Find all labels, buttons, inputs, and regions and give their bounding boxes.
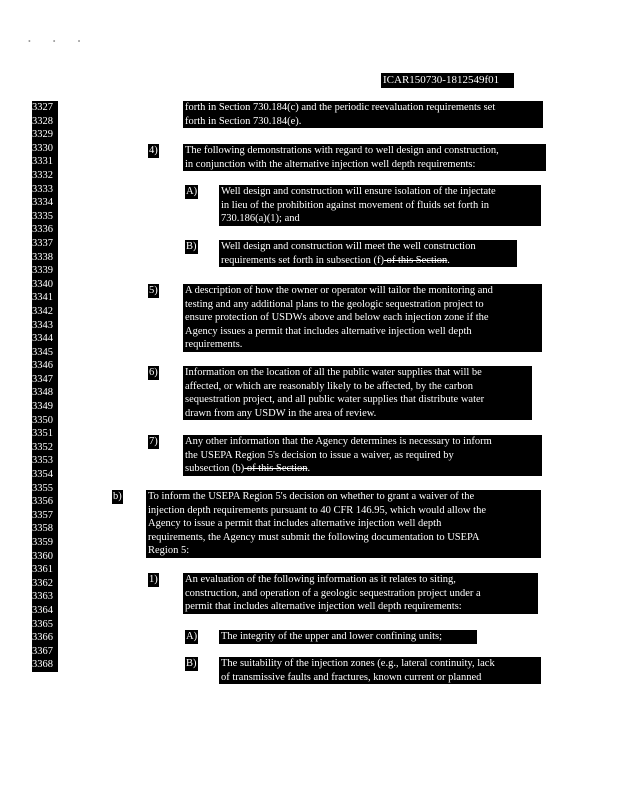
line-number: 3366 (32, 632, 53, 644)
deleted-text: of this Section (384, 254, 448, 266)
item-label-1: 1) (149, 574, 158, 585)
line-number: 3330 (32, 142, 53, 154)
item-label-6: 6) (149, 367, 158, 378)
line-number: 3368 (32, 659, 53, 671)
line-number: 3343 (32, 319, 53, 331)
line-number: 3358 (32, 523, 53, 535)
paragraph-item-A-second: The integrity of the upper and lower confining units; (219, 630, 477, 644)
paragraph-item-7: Any other information that the Agency determines is necessary to inform the USEPA Region 5's decision to issue a waiver, as required by subsection (b) of this Section. (183, 435, 542, 476)
line-number: 3359 (32, 537, 53, 548)
line-number: 3349 (32, 401, 53, 413)
line-number: 3339 (32, 265, 53, 277)
paragraph-item-B-second: The suitability of the injection zones (e.g., lateral continuity, lack of transmissive faults and fractures, known current or planned (219, 657, 541, 684)
paragraph-continuation-top: forth in Section 730.184(c) and the periodic reevaluation requirements set forth in Section 730.184(e). (183, 101, 543, 128)
paragraph-item-4: The following demonstrations with regard to well design and construction, in conjunction with the alternative injection well depth requirements: (183, 144, 546, 171)
item-label-5: 5) (149, 285, 158, 296)
line-number: 3360 (32, 550, 53, 562)
line-number: 3361 (32, 564, 53, 576)
item-label-B-second: B) (186, 658, 197, 669)
item-label-4: 4) (149, 145, 158, 156)
line-number: 3362 (32, 577, 53, 589)
line-number: 3347 (32, 373, 53, 385)
line-number: 3365 (32, 618, 53, 630)
line-number: 3337 (32, 237, 53, 249)
paragraph-item-6: Information on the location of all the public water supplies that will be affected, or which are reasonably likely to be affected, by the carbon sequestration project, and all public water supplies that distribute water drawn from any USDW in the area of review. (183, 366, 532, 420)
item-label-7: 7) (149, 436, 158, 447)
line-number: 3329 (32, 129, 53, 141)
line-number: 3332 (32, 169, 53, 181)
line-number: 3353 (32, 455, 53, 467)
scan-artifact-marks: • • • (28, 37, 91, 46)
paragraph-item-A-first: Well design and construction will ensure isolation of the injectate in lieu of the prohibition against movement of fluids set forth in 730.186(a)(1); and (219, 185, 541, 226)
line-number-column (32, 101, 58, 672)
line-number: 3334 (32, 197, 53, 209)
line-number: 3327 (32, 102, 53, 113)
line-number: 3367 (32, 645, 53, 657)
line-number: 3342 (32, 305, 53, 317)
line-number: 3355 (32, 482, 53, 494)
line-number: 3364 (32, 604, 53, 616)
paragraph-item-5: A description of how the owner or operator will tailor the monitoring and testing and any additional plans to the geologic sequestration project to ensure protection of USDWs above and below each injection zone if the Agency issues a permit that includes alternative injection well depth requirements. (183, 284, 542, 352)
line-number: 3341 (32, 292, 53, 304)
line-number: 3331 (32, 156, 53, 168)
line-number: 3350 (32, 414, 53, 426)
paragraph-item-B-first: Well design and construction will meet the well construction requirements set forth in subsection (f) of this Section. (219, 240, 517, 267)
line-number: 3335 (32, 210, 53, 222)
line-number: 3351 (32, 428, 53, 440)
deleted-text: of this Section (244, 463, 308, 475)
line-number: 3338 (32, 251, 53, 263)
document-id-header: ICAR150730-1812549f01 (381, 73, 514, 88)
line-number: 3354 (32, 469, 53, 481)
line-number: 3357 (32, 509, 53, 521)
line-number: 3328 (32, 115, 53, 127)
line-number: 3348 (32, 387, 53, 399)
item-label-b: b) (113, 491, 122, 502)
item-label-A-second: A) (186, 631, 198, 642)
line-number: 3346 (32, 360, 53, 372)
item-label-B-first: B) (186, 241, 197, 252)
paragraph-item-1: An evaluation of the following information as it relates to siting, construction, and operation of a geologic sequestration project under a permit that includes alternative injection well depth requirements: (183, 573, 538, 614)
line-number: 3344 (32, 333, 53, 345)
line-number: 3336 (32, 224, 53, 236)
line-number: 3363 (32, 591, 53, 603)
line-number: 3340 (32, 278, 53, 290)
line-number: 3356 (32, 496, 53, 508)
line-number: 3352 (32, 441, 53, 453)
item-label-A-first: A) (186, 186, 198, 197)
paragraph-item-b: To inform the USEPA Region 5's decision on whether to grant a waiver of the injection depth requirements pursuant to 40 CFR 146.95, which would allow the Agency to issue a permit that includes alternative injection well depth requirements, the Agency must submit the following documentation to USEPA Region 5: (146, 490, 541, 558)
line-number: 3333 (32, 183, 53, 195)
line-number: 3345 (32, 346, 53, 358)
